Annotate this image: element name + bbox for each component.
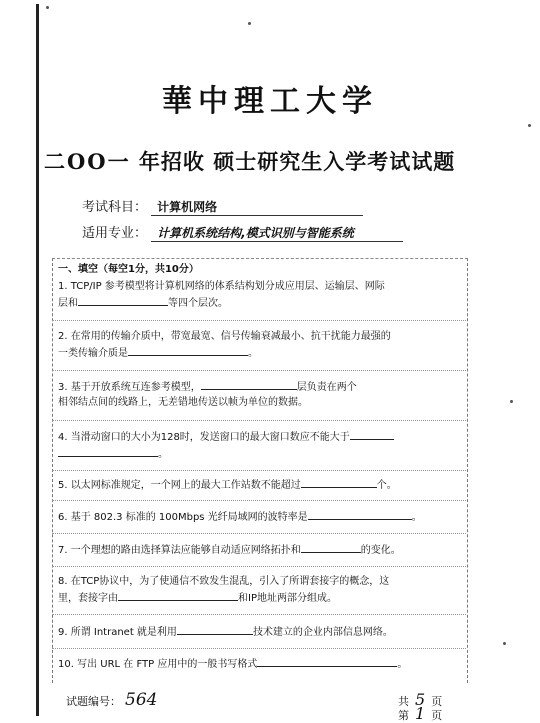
exam-code-label: 试题编号： bbox=[66, 695, 121, 708]
question-2-text: 一类传输介质是 bbox=[58, 348, 128, 359]
question-separator bbox=[52, 648, 466, 649]
total-pages-suffix: 页 bbox=[431, 695, 443, 708]
university-name: 華中理工大学 bbox=[162, 84, 378, 119]
answer-blank bbox=[177, 624, 253, 635]
total-pages-prefix: 共 bbox=[398, 695, 409, 708]
answer-blank bbox=[301, 477, 377, 488]
question-7-line bbox=[58, 542, 468, 559]
question-1-text: 层和 bbox=[58, 298, 78, 309]
question-3-line-2: 相邻结点间的线路上，无差错地传送以帧为单位的数据。 bbox=[58, 397, 308, 408]
major-value: 计算机系统结构,模式识别与智能系统 bbox=[151, 224, 403, 242]
question-separator bbox=[52, 320, 466, 321]
scan-speck bbox=[510, 400, 513, 403]
question-8-line-1: 8. 在TCP协议中，为了使通信不致发生混乱，引入了所谓套接字的概念，这 bbox=[58, 576, 390, 587]
question-6-tail: 。 bbox=[411, 512, 422, 523]
subject-value: 计算机网络 bbox=[151, 198, 363, 216]
question-10-text: 10. 写出 URL 在 FTP 应用中的一般书写格式 bbox=[58, 659, 258, 670]
answer-blank bbox=[128, 345, 248, 356]
exam-year: 二OO一 bbox=[44, 149, 131, 174]
question-separator bbox=[52, 533, 466, 534]
question-6-text: 6. 基于 802.3 标准的 100Mbps 光纤局域网的波特率是 bbox=[58, 512, 308, 523]
question-4-line-2 bbox=[58, 446, 468, 463]
exam-title-text: 年招收 硕士研究生入学考试试题 bbox=[130, 149, 456, 174]
question-1-line-1: 1. TCP/IP 参考模型将计算机网络的体系结构划分成应用层、运输层、网际 bbox=[58, 281, 385, 292]
question-5-tail: 个。 bbox=[376, 480, 397, 491]
question-10-tail: 。 bbox=[397, 659, 408, 670]
scan-speck bbox=[248, 22, 251, 25]
question-8-line-2 bbox=[58, 590, 468, 607]
question-10-line bbox=[58, 656, 468, 673]
question-separator bbox=[52, 470, 466, 471]
question-7-text: 7. 一个理想的路由选择算法应能够自动适应网络拓扑和 bbox=[58, 545, 301, 556]
answer-blank bbox=[350, 429, 394, 440]
question-separator bbox=[52, 370, 466, 371]
scan-speck bbox=[503, 642, 506, 645]
section-title: 一、填空（每空1分，共10分） bbox=[58, 264, 199, 275]
question-2-tail: 。 bbox=[248, 348, 258, 359]
exam-code bbox=[66, 690, 157, 710]
question-8-text: 里，套接字由 bbox=[58, 593, 118, 604]
question-separator bbox=[52, 566, 466, 567]
exam-code-value: 564 bbox=[125, 690, 158, 710]
answer-blank bbox=[118, 590, 238, 601]
question-5-line bbox=[58, 477, 468, 494]
scan-speck bbox=[528, 124, 531, 127]
question-8-tail: 和IP地址两部分组成。 bbox=[238, 593, 337, 604]
answer-blank bbox=[301, 542, 361, 553]
answer-blank bbox=[308, 509, 412, 520]
subject-label: 考试科目： bbox=[82, 200, 148, 215]
question-2-line-2 bbox=[58, 345, 468, 362]
subject-line bbox=[82, 196, 363, 216]
answer-blank bbox=[78, 295, 168, 306]
page-number-prefix: 第 bbox=[398, 709, 409, 722]
question-3-tail: 层负责在两个 bbox=[296, 382, 357, 393]
question-separator bbox=[52, 614, 466, 615]
question-7-tail: 的变化。 bbox=[360, 545, 401, 556]
question-1-line-2 bbox=[58, 295, 468, 312]
question-separator bbox=[52, 420, 466, 421]
major-line bbox=[82, 222, 403, 242]
question-2-line-1: 2. 在常用的传输介质中，带宽最宽、信号传输衰减最小、抗干扰能力最强的 bbox=[58, 331, 391, 342]
major-label: 适用专业： bbox=[82, 226, 148, 241]
question-5-text: 5. 以太网标准规定，一个网上的最大工作站数不能超过 bbox=[58, 480, 301, 491]
question-9-line bbox=[58, 624, 468, 641]
page-number-value: 1 bbox=[415, 704, 426, 723]
page-number bbox=[398, 704, 442, 723]
question-1-tail: 等四个层次。 bbox=[168, 298, 228, 309]
question-6-line bbox=[58, 509, 468, 526]
question-3-line-1 bbox=[58, 379, 468, 396]
question-9-tail: 技术建立的企业内部信息网络。 bbox=[252, 627, 393, 638]
question-4-line-1 bbox=[58, 429, 468, 446]
answer-blank bbox=[257, 656, 397, 667]
question-4-text: 4. 当滑动窗口的大小为128时，发送窗口的最大窗口数应不能大于 bbox=[58, 432, 350, 443]
scan-speck bbox=[46, 6, 49, 9]
answer-blank bbox=[58, 446, 158, 457]
question-separator bbox=[52, 500, 466, 501]
exam-title bbox=[44, 146, 534, 176]
question-3-text: 3. 基于开放系统互连参考模型， bbox=[58, 382, 201, 393]
question-9-text: 9. 所谓 Intranet 就是利用 bbox=[58, 627, 177, 638]
total-pages-value: 5 bbox=[415, 690, 426, 709]
question-4-tail: 。 bbox=[158, 449, 168, 460]
answer-blank bbox=[201, 379, 297, 390]
page-number-suffix: 页 bbox=[431, 709, 443, 722]
